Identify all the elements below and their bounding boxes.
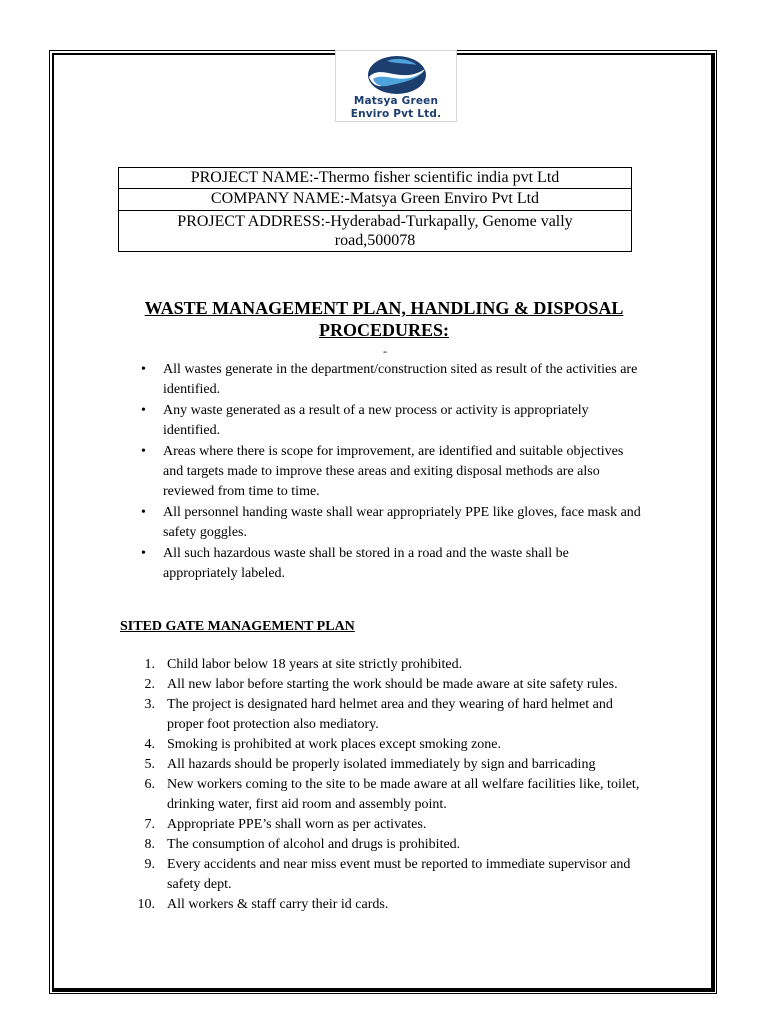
rule-text: New workers coming to the site to be made aware at all welfare facilities like, toilet, drinking water, first aid room and assembly point. bbox=[167, 777, 640, 812]
project-address-line2: road,500078 bbox=[334, 232, 416, 249]
bullet-icon: • bbox=[141, 403, 146, 418]
list-number: 3. bbox=[144, 697, 155, 712]
project-name-row: PROJECT NAME:-Thermo fisher scientific india pvt Ltd bbox=[119, 168, 631, 189]
bullet-text: Areas where there is scope for improvement, are identified and suitable objectives and targets made to improve these areas and exiting disposal methods are also reviewed from time to time. bbox=[163, 444, 624, 499]
bullet-icon: • bbox=[141, 444, 146, 459]
rule-text: All new labor before starting the work should be made aware at site safety rules. bbox=[167, 677, 618, 692]
bullet-text: All such hazardous waste shall be stored in a road and the waste shall be appropriately labeled. bbox=[163, 546, 569, 581]
rule-text: Appropriate PPE’s shall worn as per activates. bbox=[167, 817, 427, 832]
rule-text: The project is designated hard helmet area and they wearing of hard helmet and proper foot protection also mediatory. bbox=[167, 697, 613, 732]
list-number: 1. bbox=[144, 657, 155, 672]
project-info-table bbox=[118, 167, 632, 252]
logo-text-line2: Enviro Pvt Ltd. bbox=[350, 108, 442, 120]
logo-text-line1: Matsya Green bbox=[353, 95, 439, 107]
company-logo bbox=[335, 50, 457, 122]
bullet-icon: • bbox=[141, 505, 146, 520]
list-number: 4. bbox=[144, 737, 155, 752]
list-item bbox=[141, 360, 641, 400]
rule-text: All workers & staff carry their id cards. bbox=[167, 897, 389, 912]
bullet-text: Any waste generated as a result of a new process or activity is appropriately identified. bbox=[163, 403, 589, 438]
list-item bbox=[137, 695, 652, 735]
list-item bbox=[137, 655, 652, 675]
list-item bbox=[141, 401, 641, 441]
list-item bbox=[137, 775, 652, 815]
list-number: 8. bbox=[144, 837, 155, 852]
waste-bullet-list bbox=[141, 360, 641, 585]
bullet-text: All wastes generate in the department/construction sited as result of the activities are identified. bbox=[163, 362, 638, 397]
rule-text: Smoking is prohibited at work places except smoking zone. bbox=[167, 737, 501, 752]
bullet-text: All personnel handing waste shall wear appropriately PPE like gloves, face mask and safety goggles. bbox=[163, 505, 641, 540]
list-item bbox=[141, 503, 641, 543]
list-item bbox=[137, 735, 652, 755]
list-item bbox=[137, 895, 652, 915]
page-title bbox=[100, 297, 668, 341]
list-number: 6. bbox=[144, 777, 155, 792]
bullet-icon: • bbox=[141, 546, 146, 561]
rule-text: All hazards should be properly isolated immediately by sign and barricading bbox=[167, 757, 596, 772]
list-item bbox=[137, 675, 652, 695]
list-item bbox=[137, 835, 652, 855]
page-title-line1: WASTE MANAGEMENT PLAN, HANDLING & DISPOSAL bbox=[144, 298, 624, 318]
site-plan-heading: SITED GATE MANAGEMENT PLAN bbox=[120, 619, 355, 634]
rule-text: Every accidents and near miss event must be reported to immediate supervisor and safety dept. bbox=[167, 857, 631, 892]
list-number: 7. bbox=[144, 817, 155, 832]
matsya-fish-swirl-logo-icon bbox=[367, 55, 427, 95]
list-number: 5. bbox=[144, 757, 155, 772]
list-item bbox=[137, 755, 652, 775]
page-title-line2: PROCEDURES: bbox=[318, 320, 449, 340]
list-item bbox=[137, 815, 652, 835]
list-number: 9. bbox=[144, 857, 155, 872]
project-address-row bbox=[119, 211, 631, 250]
company-name-row: COMPANY NAME:-Matsya Green Enviro Pvt Ltd bbox=[119, 189, 631, 211]
list-number: 10. bbox=[137, 897, 155, 912]
list-item bbox=[141, 544, 641, 584]
title-dash: - bbox=[383, 344, 387, 358]
rule-text: Child labor below 18 years at site strictly prohibited. bbox=[167, 657, 463, 672]
project-address-line1: PROJECT ADDRESS:-Hyderabad-Turkapally, Genome vally bbox=[177, 213, 573, 230]
list-number: 2. bbox=[144, 677, 155, 692]
list-item bbox=[137, 855, 652, 895]
rule-text: The consumption of alcohol and drugs is prohibited. bbox=[167, 837, 461, 852]
site-rules-list bbox=[137, 655, 652, 915]
bullet-icon: • bbox=[141, 362, 146, 377]
list-item bbox=[141, 442, 641, 502]
